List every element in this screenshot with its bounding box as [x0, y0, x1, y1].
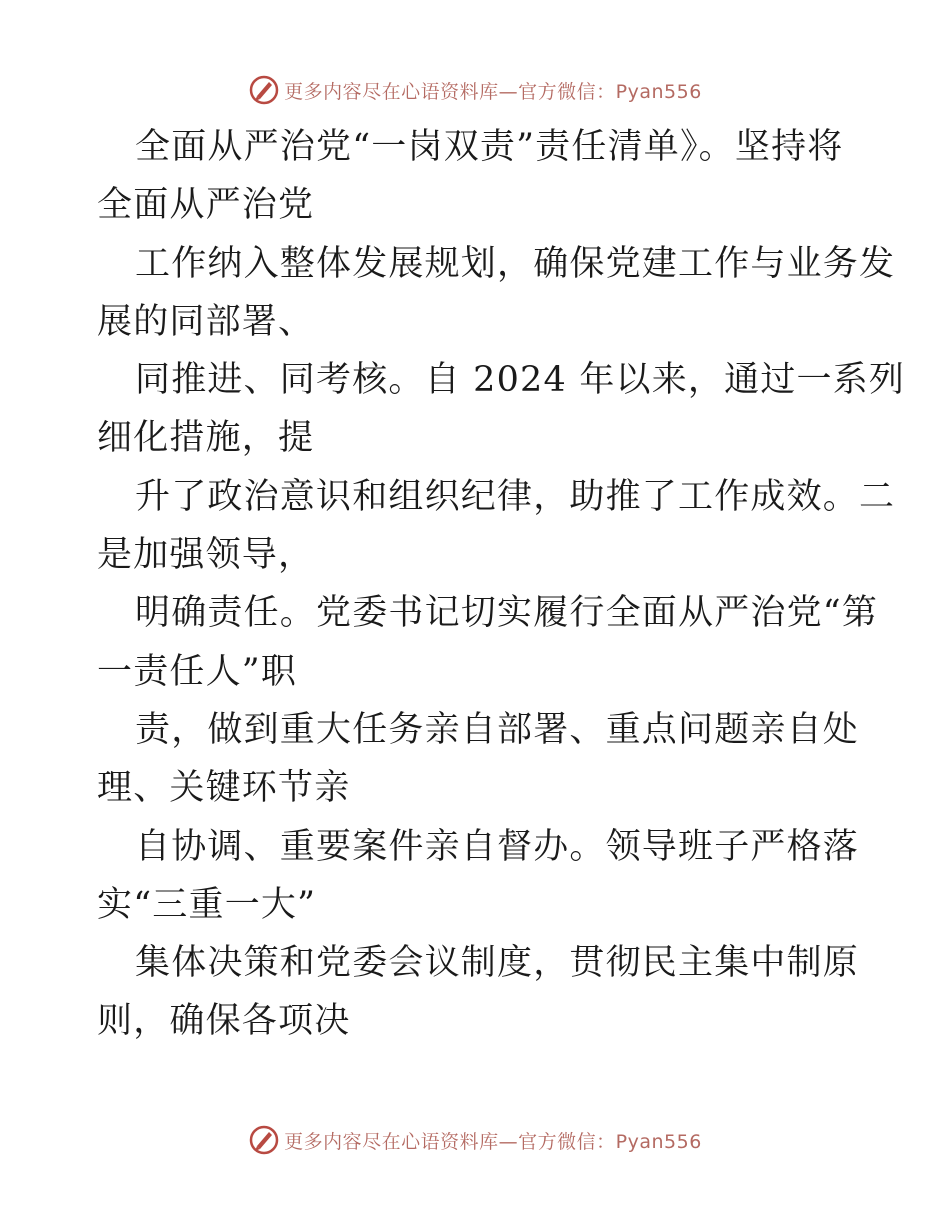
header-watermark-text: 更多内容尽在心语资料库—官方微信：Pyan556	[284, 80, 702, 103]
pen-circle-icon	[248, 74, 280, 106]
text-line: 自协调、重要案件亲自督办。领导班子严格落	[135, 826, 860, 867]
text-line: 理、关键环节亲	[97, 768, 351, 809]
footer-watermark-text: 更多内容尽在心语资料库—官方微信：Pyan556	[284, 1130, 702, 1153]
text-line: 全面从严治党	[97, 185, 315, 226]
text-line: 是加强领导，	[97, 535, 315, 576]
text-line: 细化措施，提	[97, 418, 315, 459]
text-line: 明确责任。党委书记切实履行全面从严治党“第	[135, 593, 879, 634]
text-line: 则，确保各项决	[97, 1001, 351, 1042]
document-body	[97, 118, 906, 1051]
text-line: 责，做到重大任务亲自部署、重点问题亲自处	[135, 709, 860, 750]
footer-watermark	[0, 1120, 950, 1160]
pen-circle-icon	[248, 1124, 280, 1156]
text-line: 全面从严治党“一岗双责”责任清单》。坚持将	[135, 127, 844, 167]
text-line: 升了政治意识和组织纪律，助推了工作成效。二	[135, 476, 896, 517]
text-line: 工作纳入整体发展规划，确保党建工作与业务发	[135, 243, 896, 284]
text-line: 同推进、同考核。自 2024 年以来，通过一系列	[135, 360, 906, 401]
text-line: 实“三重一大”	[97, 884, 317, 925]
header-watermark	[0, 70, 950, 110]
text-line: 展的同部署、	[97, 301, 315, 342]
text-line: 集体决策和党委会议制度，贯彻民主集中制原	[135, 943, 860, 984]
text-line: 一责任人”职	[97, 651, 298, 692]
